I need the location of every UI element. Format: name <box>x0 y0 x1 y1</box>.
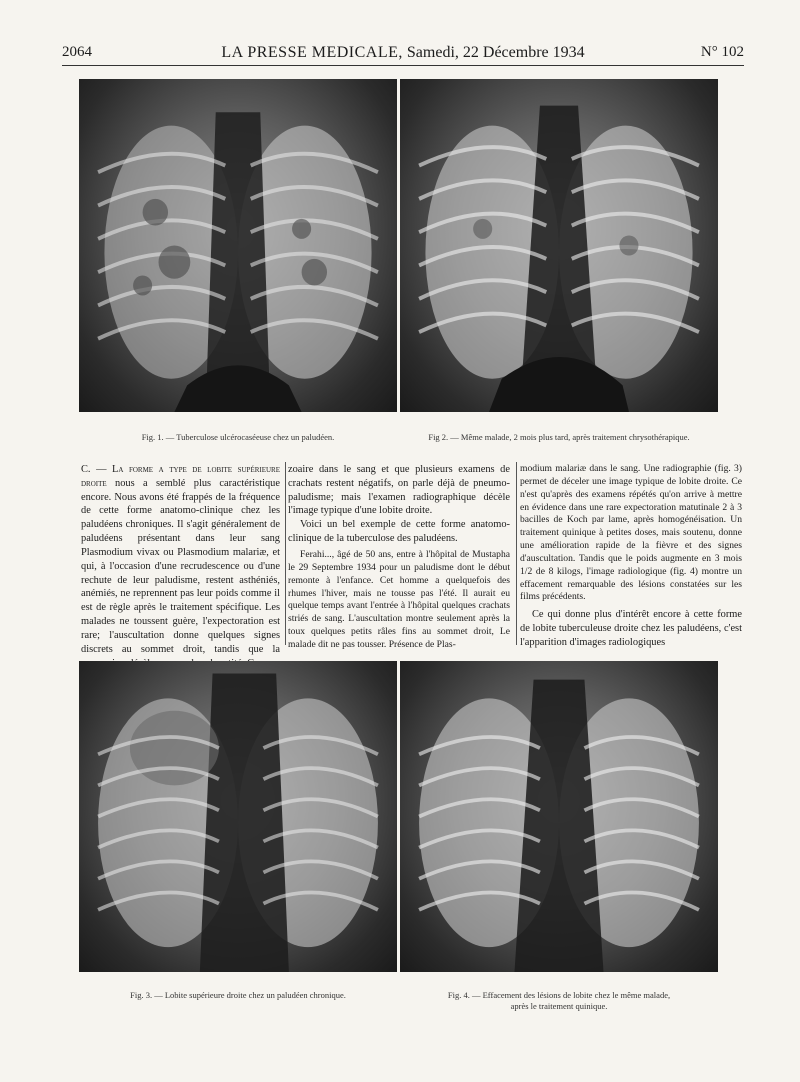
column-divider <box>516 462 517 645</box>
body-paragraph: Ce qui donne plus d'intérêt encore à cette forme de lobite tuberculeuse droite chez les paludéens, c'est l'apparition d'images radiologiques <box>520 609 742 649</box>
body-text: nous a semblé plus caractéristique encore. Nous avons été frappés de la fréquence de cette forme anatomo-clinique chez les paludéens chroniques. Il s'agit généralement de paludéens présentant dans leur sang Plasmodium vivax ou Plasmodium malariæ, et qui, à l'occasion d'une recrudescence ou d'une rechute de leur paludisme, restent asthéniés, anémiés, ne reprennent pas leur poids comme il est de règle après le traitement spécifique. Les malades ne toussent guère, l'expectoration est rare; l'auscultation donne quelques signes discrets au sommet droit, tandis que la <box>81 477 280 655</box>
issue-date: Samedi, 22 Décembre 1934 <box>406 44 585 61</box>
caption-line: après le traitement quinique. <box>510 1001 608 1012</box>
figure-1-xray <box>79 79 397 412</box>
section-heading: C. — La forme a type de lobite supérieure droite <box>81 464 280 489</box>
issue-number: N° 102 <box>700 44 744 60</box>
xray-image <box>79 79 397 412</box>
caption-line: Fig. 4. — Effacement des lésions de lobite chez le même malade, <box>447 990 671 1000</box>
header-rule <box>62 65 744 66</box>
xray-image <box>79 661 397 972</box>
figure-2-caption: Fig 2. — Même malade, 2 mois plus tard, après traitement chrysothérapique. <box>428 432 690 442</box>
case-report: modium malariæ dans le sang. Une radiographie (fig. 3) permet de déceler une image typique de lobite droite. Ce n'est qu'après des examens répétés qu'on arrive à mettre en évidence dans une rare expectoration matutinale 2 à 3 bacilles de Koch par lame, après homogénéisation. Un traitement quinique à petites doses, mais soutenu, donne une amélioration rapide de la fièvre et des signes d'auscultation. Tandis que le poids augmente en 3 mois 1/2 de 8 kilogs, l'image radiologique (fig. 4) montre un effacement remarquable des lésions constatées sur les films précédents. <box>520 463 742 603</box>
figure-4-xray <box>400 661 718 972</box>
xray-image <box>400 79 718 412</box>
column-divider <box>285 462 286 645</box>
figure-3-xray <box>79 661 397 972</box>
case-report: Ferahi..., âgé de 50 ans, entre à l'hôpital de Mustapha le 29 Septembre 1934 pour un paludisme dont le début remonte à l'enfance. Cet homme a quelquefois des rhumes l'hiver, mais ne tousse pas l'été. Il aurait eu quelque temps avant l'entrée à l'hôpital quelques crachats striés de sang. L'auscultation montre seulement après la toux quelques petits râles fins au sommet droit, Le malade dit ne pas tousser. Présence de Plas- <box>288 548 510 650</box>
body-paragraph: zoaire dans le sang et que plusieurs examens de crachats restent négatifs, on parle déjà de pneumo-paludisme; mais l'examen radiographique décèle l'image typique d'une lobite droite. <box>288 464 510 517</box>
text-column-right <box>520 463 742 650</box>
figure-1-caption: Fig. 1. — Tuberculose ulcérocaséeuse chez un paludéen. <box>141 432 335 442</box>
figure-2-xray <box>400 79 718 412</box>
xray-image <box>400 661 718 972</box>
publication-title: LA PRESSE MEDICALE, <box>221 44 403 61</box>
body-paragraph: Voici un bel exemple de cette forme anatomo-clinique de la tuberculose des paludéens. <box>288 519 510 545</box>
figure-3-caption: Fig. 3. — Lobite supérieure droite chez un paludéen chronique. <box>130 990 346 1000</box>
text-column-middle <box>288 463 510 652</box>
text-column-left <box>81 463 280 684</box>
figure-4-caption <box>400 990 718 1013</box>
page-number: 2064 <box>62 44 92 60</box>
page-header <box>62 44 744 64</box>
